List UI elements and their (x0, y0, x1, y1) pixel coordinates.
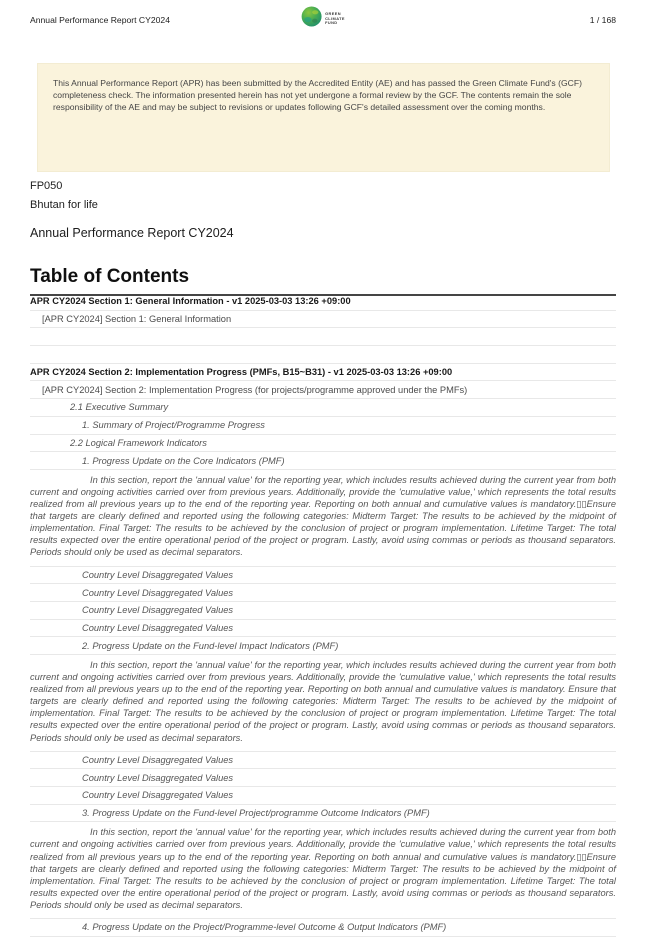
toc-row: 4. Progress Update on the Project/Programme-level Outcome & Output Indicators (PMF) (30, 919, 616, 937)
toc-table (30, 293, 616, 937)
toc-heading: Table of Contents (30, 266, 616, 296)
title-block (30, 180, 616, 240)
notice-banner (37, 63, 610, 172)
toc-row: 3. Progress Update on the Fund-level Project/programme Outcome Indicators (PMF) (30, 805, 616, 823)
toc-row: APR CY2024 Section 1: General Information - v1 2025-03-03 13:26 +09:00 (30, 293, 616, 311)
report-title: Annual Performance Report CY2024 (30, 226, 234, 240)
toc-row: 2. Progress Update on the Fund-level Impact Indicators (PMF) (30, 637, 616, 655)
gcf-wordmark-line1: GREEN (325, 10, 341, 16)
toc-row: 2.2 Logical Framework Indicators (30, 435, 616, 453)
toc-row: [APR CY2024] Section 1: General Information (30, 311, 616, 329)
notice-text: This Annual Performance Report (APR) has been submitted by the Accredited Entity (AE) and has passed the Green Climate Fund's (GCF) completeness check. The information presented herein has not yet undergone a formal review by the GCF. The contents remain the sole responsibility of the AE and may be subject to revisions or updates following GCF's detailed assessment over the coming months. (53, 78, 582, 113)
toc-row: Country Level Disaggregated Values (30, 584, 616, 602)
toc-empty-row (30, 346, 616, 364)
project-code: FP050 (30, 180, 63, 192)
toc-row: Country Level Disaggregated Values (30, 602, 616, 620)
gcf-wordmark-line3: FUND (325, 20, 338, 26)
toc-instruction-paragraph: In this section, report the 'annual value' for the reporting year, which includes results achieved during the current year from both current and ongoing activities carried over from previous years. Additionally, provide the 'cumulative value,' which represents the total results realized from all previous years up to the end of the reporting year. Reporting on both annual and cumulative values is mandatory. Ensure that targets are clearly defined and reported using the following categories: Midterm Target: The results to be achieved by the midpoint of implementation. Final Target: The results to be achieved by the conclusion of project or program implementation. Lifetime Target: The total results expected over the entire operational period of the project or program. Lastly, avoid using commas or periods as thousand separators. Periods should only be used as decimal separators. (30, 655, 616, 752)
gcf-wordmark (325, 12, 345, 26)
gcf-logo (301, 6, 345, 32)
toc-empty-row (30, 328, 616, 346)
toc-row: 1. Summary of Project/Programme Progress (30, 417, 616, 435)
page-number: 1 / 168 (589, 15, 616, 25)
toc-row: APR CY2024 Section 2: Implementation Progress (PMFs, B15~B31) - v1 2025-03-03 13:26 +09:00 (30, 364, 616, 382)
toc-row: Country Level Disaggregated Values (30, 787, 616, 805)
toc-row: Country Level Disaggregated Values (30, 769, 616, 787)
toc-row: [APR CY2024] Section 2: Implementation Progress (for projects/programme approved under the PMFs) (30, 381, 616, 399)
project-name: Bhutan for life (30, 199, 98, 211)
toc-instruction-paragraph: In this section, report the 'annual value' for the reporting year, which includes results achieved during the current year from both current and ongoing activities carried over from previous years. Additionally, provide the 'cumulative value,' which represents the total results realized from all previous years up to the end of the reporting year. Reporting on both annual and cumulative values is mandatory.▯▯Ensure that targets are clearly defined and reported using the following categories: Midterm Target: The results to be achieved by the midpoint of implementation. Final Target: The results to be achieved by the conclusion of project or program implementation. Lifetime Target: The total results expected over the entire operational period of the project or program. Lastly, avoid using commas or periods as thousand separators. Periods should only be used as decimal separators. (30, 822, 616, 919)
page-header (30, 10, 616, 37)
gcf-wordmark-line2: CLIMATE (325, 15, 345, 21)
toc-row: Country Level Disaggregated Values (30, 567, 616, 585)
toc-row: Country Level Disaggregated Values (30, 620, 616, 638)
toc-row: Country Level Disaggregated Values (30, 752, 616, 770)
gcf-globe-icon (301, 6, 322, 32)
toc-row: 1. Progress Update on the Core Indicators (PMF) (30, 452, 616, 470)
toc-row: 2.1 Executive Summary (30, 399, 616, 417)
toc-instruction-paragraph: In this section, report the 'annual value' for the reporting year, which includes results achieved during the current year from both current and ongoing activities carried over from previous years. Additionally, provide the 'cumulative value,' which represents the total results realized from all previous years up to the end of the reporting year. Reporting on both annual and cumulative values is mandatory.▯▯Ensure that targets are clearly defined and reported using the following categories: Midterm Target: The results to be achieved by the midpoint of implementation. Final Target: The results to be achieved by the conclusion of project or program implementation. Lifetime Target: The total results expected over the entire operational period of the project or program. Lastly, avoid using commas or periods as thousand separators. Periods should only be used as decimal separators. (30, 470, 616, 567)
header-title: Annual Performance Report CY2024 (30, 15, 170, 25)
